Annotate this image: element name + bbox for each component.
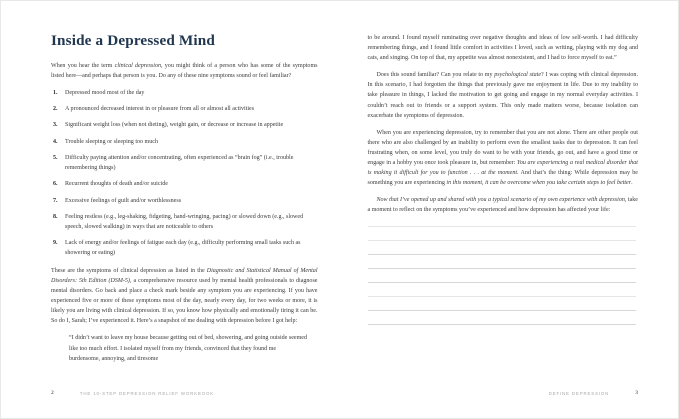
response-writing-area[interactable] [368, 226, 639, 325]
reflect-prompt-paragraph [368, 195, 639, 215]
dsm-paragraph [51, 266, 318, 327]
write-line[interactable] [368, 240, 637, 241]
reflect-text-1: , take a moment to reflect on the symptoms you’ve experienced and how depression has affected your life: [367, 197, 638, 214]
list-item[interactable]: Depressed mood most of the day [65, 89, 145, 96]
reflect-italic-lead: Now that I’ve opened up and shared with you a typical scenario of my own experience with depression [376, 197, 625, 204]
symptom-list [51, 88, 318, 259]
pull-quote-text: “I didn’t want to leave my house because getting out of bed, showering, and going outside seemed like too much effort. I isolated myself from my friends, convinced that they found me burdensome, annoying, and tiresome [69, 335, 308, 363]
list-item[interactable]: Significant weight loss (when not dieting), weight gain, or decrease or increase in appetite [65, 122, 284, 129]
quote-continuation-paragraph [368, 33, 639, 63]
right-page-footer [549, 390, 638, 396]
dsm-text-2: , a comprehensive resource used by mental health professionals to diagnose mental disorders. Go back and place a check mark beside any symptom you are experiencing. If you have experienced five or more of these symptoms most of the day, nearly every day, for two weeks or more, it is likely you are living with clinical depression. If so, you know how physically and emotionally tiring it can be. So do I, Sarah; I’ve experienced it. Here’s a snapshot of me dealing with depression before I got help: [51, 277, 318, 324]
list-item[interactable]: A pronounced decreased interest in or pleasure from all or almost all activities [65, 106, 255, 113]
relate-paragraph [368, 70, 639, 120]
not-alone-italic-2: in this moment [446, 180, 483, 187]
dsm-text-1: These are the symptoms of clinical depression as listed in the [51, 267, 207, 274]
write-line[interactable] [368, 226, 637, 227]
list-item[interactable]: Recurrent thoughts of death and/or suicide [65, 181, 168, 188]
intro-italic-term: clinical depression [114, 62, 162, 69]
quote-continuation-text: to be around. I found myself ruminating over negative thoughts and ideas of low self-worth. I had difficulty remembering things, and I found little comfort in activities I loved, such as writing, playing with my dog and cats, and singing. On top of that, my appetite was almost nonexistent, and I had to force myself to eat.” [367, 35, 638, 62]
not-alone-text-4: . [631, 180, 633, 187]
relate-text-1: Does this sound familiar? Can you relate to my [376, 72, 495, 79]
list-item[interactable]: Trouble sleeping or sleeping too much [65, 138, 158, 145]
running-head: DEFINE DEPRESSION [548, 390, 610, 396]
write-line[interactable] [368, 282, 637, 283]
right-page [340, 1, 679, 418]
intro-paragraph [51, 61, 318, 81]
page-number: 3 [635, 390, 638, 396]
list-item[interactable]: Difficulty paying attention and/or concentrating, often experienced as “brain fog” (i.e., trouble remembering things) [65, 155, 294, 172]
write-line[interactable] [368, 310, 637, 311]
list-item[interactable]: Feeling restless (e.g., leg-shaking, fidgeting, hand-wringing, pacing) or slowed down (e.g., slowed speech, slowed walking) in ways that are noticeable to others [65, 213, 304, 231]
not-alone-text-2: . And that’s the thing: While depression may be something you are experiencing [367, 170, 638, 187]
running-head: THE 10-STEP DEPRESSION RELIEF WORKBOOK [79, 390, 214, 396]
intro-text-after: , you might think of a person who has some of the symptoms listed here—and perhaps that person is you. Do any of these nine symptoms sound or feel familiar? [51, 62, 318, 79]
not-alone-italic-1: You are experiencing a real medical disorder that is making it difficult for you to function . . . at the moment [367, 160, 638, 177]
left-page-footer [51, 390, 214, 396]
page-title: Inside a Depressed Mind [51, 32, 215, 49]
relate-italic-term: psychological state [494, 72, 542, 79]
not-alone-text-1: When you are experiencing depression, try to remember that you are not alone. There are other people out there who are also challenged by an inability to perform even the smallest tasks due to depression. It can feel frustrating when, on some level, you truly do want to be with your friends, go out, and have a good time or engage in a hobby you once took pleasure in, but remember: [367, 129, 638, 167]
write-line[interactable] [368, 268, 637, 269]
left-page [1, 1, 340, 418]
write-line[interactable] [368, 324, 637, 325]
not-alone-italic-3: it can be overcome when you take certain steps to feel better [485, 180, 632, 187]
list-item[interactable]: Lack of energy and/or feelings of fatigue each day (e.g., difficulty performing small tasks such as showering or eating) [65, 240, 301, 257]
pull-quote [51, 333, 318, 365]
not-alone-text-3: , [482, 180, 486, 187]
page-number: 2 [51, 390, 54, 396]
list-item[interactable]: Excessive feelings of guilt and/or worthlessness [65, 197, 182, 204]
not-alone-paragraph [368, 128, 639, 189]
intro-text-before: When you hear the term [51, 62, 115, 69]
dsm-manual-title: Diagnostic and Statistical Manual of Mental Disorders: 5th Edition (DSM-5) [51, 267, 318, 284]
write-line[interactable] [368, 296, 637, 297]
relate-text-2: ? I was coping with clinical depression. In this scenario, I had forgotten the things that previously gave me enjoyment in life. Due to my inability to take pleasure in things, I lacked the motivation to get going and engage in my normal everyday activities. I couldn’t reach out to friends or a support system. This only made matters worse, because isolation can exacerbate the symptoms of depression. [367, 72, 638, 119]
write-line[interactable] [368, 254, 637, 255]
